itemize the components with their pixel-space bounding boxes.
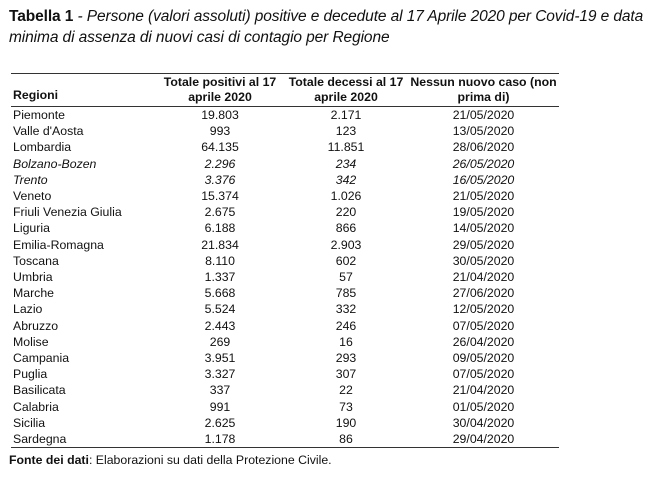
table-row: [11, 431, 559, 448]
table-row: [11, 107, 559, 124]
cell-positives: 2.296: [204, 156, 236, 171]
cell-deaths: 2.903: [330, 237, 362, 252]
cell-positives: 2.675: [204, 205, 236, 220]
cell-region: Liguria: [13, 221, 50, 236]
header-region: Regioni: [13, 88, 59, 102]
table-row: [11, 253, 559, 269]
cell-positives: 337: [209, 383, 231, 398]
cell-region: Sardegna: [13, 432, 67, 447]
table-row: [11, 123, 559, 139]
table-caption: [9, 6, 657, 48]
cell-deaths: 246: [335, 318, 357, 333]
data-source-note: [9, 452, 332, 468]
cell-no-new-case-date: 12/05/2020: [452, 302, 515, 317]
table-row: [11, 334, 559, 350]
table-row: [11, 285, 559, 301]
cell-deaths: 332: [335, 302, 357, 317]
cell-positives: 269: [209, 334, 231, 349]
cell-region: Friuli Venezia Giulia: [13, 205, 122, 220]
cell-positives: 2.625: [204, 415, 236, 430]
table-row: [11, 237, 559, 253]
cell-deaths: 785: [335, 286, 357, 301]
cell-positives: 991: [209, 399, 231, 414]
table-row: [11, 350, 559, 366]
header-no-new-case: Nessun nuovo caso (non prima di): [410, 75, 557, 104]
cell-region: Trento: [13, 172, 48, 187]
cell-deaths: 220: [335, 205, 357, 220]
cell-no-new-case-date: 07/05/2020: [452, 367, 515, 382]
cell-positives: 19.803: [201, 108, 239, 122]
cell-positives: 1.178: [204, 432, 236, 447]
table-body: [11, 107, 559, 448]
cell-deaths: 293: [335, 351, 357, 366]
caption-label: Tabella 1: [9, 8, 74, 25]
cell-no-new-case-date: 29/05/2020: [452, 237, 515, 252]
header-deaths: Totale decessi al 17 aprile 2020: [288, 75, 404, 104]
table-row: [11, 188, 559, 204]
cell-region: Lombardia: [13, 140, 72, 155]
table-row: [11, 220, 559, 236]
cell-deaths: 342: [335, 172, 357, 187]
cell-region: Umbria: [13, 270, 53, 285]
table-row: [11, 399, 559, 415]
cell-deaths: 123: [335, 124, 357, 139]
cell-no-new-case-date: 27/06/2020: [452, 286, 515, 301]
cell-region: Veneto: [13, 189, 52, 204]
cell-region: Basilicata: [13, 383, 66, 398]
cell-region: Valle d'Aosta: [13, 124, 84, 139]
cell-deaths: 57: [339, 270, 353, 285]
table-row: [11, 318, 559, 334]
table-header: [11, 74, 559, 107]
cell-region: Molise: [13, 334, 49, 349]
cell-deaths: 307: [335, 367, 357, 382]
table-row: [11, 172, 559, 188]
cell-no-new-case-date: 26/04/2020: [452, 334, 515, 349]
cell-deaths: 2.171: [330, 108, 362, 122]
cell-deaths: 1.026: [330, 189, 362, 204]
cell-positives: 993: [209, 124, 231, 139]
cell-positives: 21.834: [201, 237, 239, 252]
table-row: [11, 269, 559, 285]
cell-positives: 8.110: [205, 253, 235, 268]
cell-positives: 2.443: [204, 318, 236, 333]
cell-deaths: 22: [339, 383, 353, 398]
cell-positives: 6.188: [204, 221, 236, 236]
cell-region: Marche: [13, 286, 55, 301]
cell-no-new-case-date: 26/05/2020: [452, 156, 515, 171]
cell-no-new-case-date: 01/05/2020: [452, 399, 515, 414]
cell-region: Sicilia: [13, 415, 46, 430]
cell-no-new-case-date: 21/05/2020: [452, 108, 515, 122]
caption-text: Persone (valori assoluti) positive e decedute al 17 Aprile 2020 per Covid-19 e data minima di assenza di nuovi casi di contagio per Regione: [9, 8, 644, 46]
cell-no-new-case-date: 29/04/2020: [452, 432, 515, 447]
header-row: [11, 74, 559, 107]
table-row: [11, 301, 559, 317]
cell-positives: 3.327: [204, 367, 236, 382]
table-row: [11, 415, 559, 431]
source-label: Fonte dei dati: [9, 453, 89, 467]
cell-no-new-case-date: 21/04/2020: [452, 383, 515, 398]
cell-no-new-case-date: 28/06/2020: [452, 140, 515, 155]
cell-deaths: 190: [335, 415, 357, 430]
cell-positives: 5.524: [204, 302, 236, 317]
cell-deaths: 234: [335, 156, 357, 171]
cell-region: Lazio: [13, 302, 43, 317]
cell-no-new-case-date: 21/04/2020: [452, 270, 515, 285]
table-row: [11, 156, 559, 172]
cell-region: Piemonte: [13, 108, 65, 122]
cell-deaths: 11.851: [327, 140, 365, 155]
table-row: [11, 204, 559, 220]
cell-deaths: 16: [339, 334, 353, 349]
cell-deaths: 73: [339, 399, 353, 414]
cell-region: Calabria: [13, 399, 59, 414]
table-row: [11, 139, 559, 155]
cell-no-new-case-date: 07/05/2020: [452, 318, 515, 333]
cell-deaths: 602: [335, 253, 357, 268]
cell-positives: 15.374: [201, 189, 239, 204]
cell-no-new-case-date: 30/04/2020: [452, 415, 515, 430]
header-positives: Totale positivi al 17 aprile 2020: [163, 75, 277, 104]
cell-region: Abruzzo: [13, 318, 59, 333]
cell-region: Campania: [13, 351, 70, 366]
cell-positives: 1.337: [204, 270, 236, 285]
table-row: [11, 366, 559, 382]
cell-positives: 64.135: [201, 140, 239, 155]
cell-no-new-case-date: 14/05/2020: [452, 221, 515, 236]
cell-no-new-case-date: 16/05/2020: [452, 172, 515, 187]
cell-region: Toscana: [13, 253, 59, 268]
cell-no-new-case-date: 19/05/2020: [452, 205, 515, 220]
cell-deaths: 866: [335, 221, 357, 236]
cell-positives: 5.668: [204, 286, 236, 301]
cell-no-new-case-date: 30/05/2020: [452, 253, 515, 268]
cell-no-new-case-date: 09/05/2020: [452, 351, 515, 366]
table-row: [11, 382, 559, 398]
regions-table: [11, 73, 559, 448]
cell-region: Emilia-Romagna: [13, 237, 104, 252]
cell-region: Bolzano-Bozen: [13, 156, 97, 171]
cell-positives: 3.951: [204, 351, 236, 366]
cell-no-new-case-date: 13/05/2020: [452, 124, 515, 139]
source-text: : Elaborazioni su dati della Protezione Civile.: [88, 453, 332, 467]
cell-positives: 3.376: [204, 172, 236, 187]
caption-separator: -: [73, 8, 87, 25]
cell-region: Puglia: [13, 367, 48, 382]
cell-deaths: 86: [339, 432, 353, 447]
cell-no-new-case-date: 21/05/2020: [452, 189, 515, 204]
